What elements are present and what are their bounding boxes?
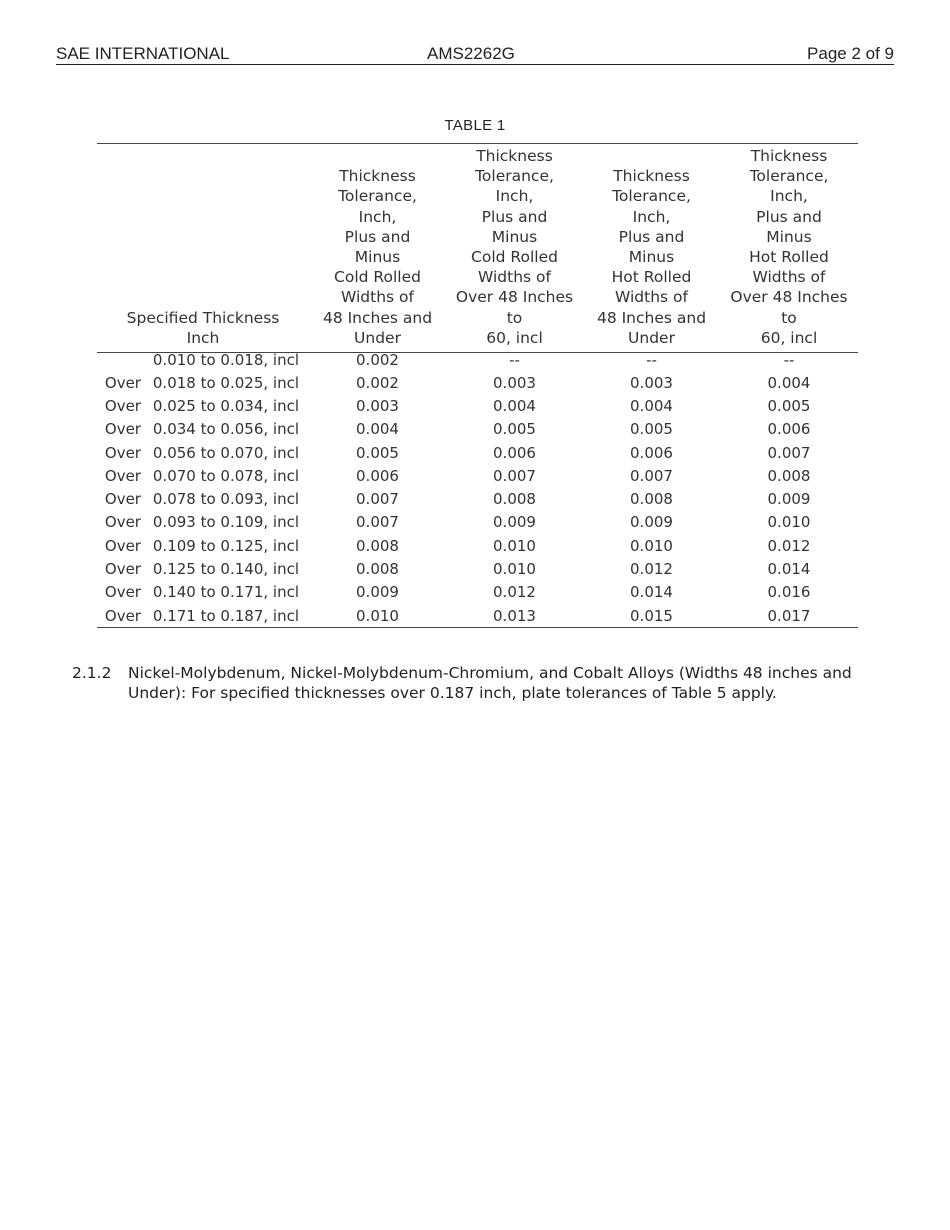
table-body xyxy=(97,353,858,628)
column-header-line: Tolerance, xyxy=(749,167,829,186)
cell-tolerance-col3: 0.004 xyxy=(630,396,673,415)
column-header-line: Tolerance, xyxy=(612,187,691,206)
table-row xyxy=(97,604,858,628)
range-prefix: Over xyxy=(104,606,141,625)
range-prefix: Over xyxy=(104,420,141,439)
column-header-line: Widths of xyxy=(615,288,688,307)
range-prefix: Over xyxy=(104,513,141,532)
range-prefix: Over xyxy=(104,583,141,602)
column-header-cold-rolled-over-48 xyxy=(446,144,583,353)
cell-tolerance-col2: 0.009 xyxy=(493,513,536,532)
cell-tolerance-col1: 0.007 xyxy=(356,490,399,509)
column-header-line: 48 Inches and xyxy=(596,308,707,327)
cell-tolerance-col3: 0.012 xyxy=(630,560,673,579)
table-row xyxy=(97,581,858,604)
cell-tolerance-col2: -- xyxy=(509,351,520,370)
column-header-line: Thickness xyxy=(613,167,690,186)
range-prefix: Over xyxy=(104,536,141,555)
header-org: SAE INTERNATIONAL xyxy=(56,44,230,63)
column-header-line: Inch, xyxy=(358,207,397,226)
cell-tolerance-col1: 0.009 xyxy=(356,583,399,602)
cell-tolerance-col4: 0.014 xyxy=(767,560,811,579)
range-value: 0.034 to 0.056, incl xyxy=(152,420,299,439)
column-header-line: Hot Rolled xyxy=(749,248,829,267)
table-row xyxy=(97,353,858,372)
cell-tolerance-col1: 0.005 xyxy=(356,443,399,462)
section-2-1-2 xyxy=(72,663,872,703)
range-value: 0.093 to 0.109, incl xyxy=(152,513,299,532)
section-text: Nickel-Molybdenum, Nickel-Molybdenum-Chromium, and Cobalt Alloys (Widths 48 inches and Under): For specified thicknesses over 0.187 inch, plate tolerances of Table 5 apply. xyxy=(128,664,852,702)
cell-tolerance-col2: 0.006 xyxy=(493,443,536,462)
cell-specified-thickness xyxy=(97,394,309,417)
column-header-line: Inch, xyxy=(770,187,808,206)
column-header-line: to xyxy=(781,308,797,327)
column-header-line: 48 Inches and xyxy=(322,308,433,327)
table-row xyxy=(97,371,858,394)
column-header-line: Inch xyxy=(186,328,220,347)
cell-tolerance-col2: 0.012 xyxy=(493,583,536,602)
cell-tolerance-col2: 0.004 xyxy=(493,396,536,415)
table-row xyxy=(97,394,858,417)
cell-specified-thickness xyxy=(97,441,309,464)
cell-specified-thickness xyxy=(97,418,309,441)
range-value: 0.025 to 0.034, incl xyxy=(152,396,299,415)
cell-tolerance-col3: 0.008 xyxy=(630,490,673,509)
cell-tolerance-col4: 0.009 xyxy=(767,490,811,509)
column-header-line: Under xyxy=(354,328,401,347)
column-header-line: Hot Rolled xyxy=(611,268,692,287)
cell-tolerance-col2: 0.010 xyxy=(493,560,536,579)
cell-tolerance-col3: 0.010 xyxy=(630,536,673,555)
range-prefix: Over xyxy=(104,396,141,415)
table-title: TABLE 1 xyxy=(444,117,506,134)
column-header-line: Plus and xyxy=(618,227,685,246)
cell-tolerance-col4: 0.017 xyxy=(767,606,811,625)
column-header-line: to xyxy=(506,308,523,327)
cell-specified-thickness xyxy=(97,604,309,628)
table-row xyxy=(97,441,858,464)
table-row xyxy=(97,511,858,534)
cell-tolerance-col4: 0.007 xyxy=(767,443,811,462)
cell-tolerance-col1: 0.008 xyxy=(356,560,399,579)
cell-tolerance-col4: 0.006 xyxy=(767,420,811,439)
cell-tolerance-col1: 0.002 xyxy=(356,351,399,370)
column-header-line: Plus and xyxy=(344,227,411,246)
column-header-line: Tolerance, xyxy=(338,187,417,206)
range-value: 0.078 to 0.093, incl xyxy=(152,490,299,509)
column-header-line: Under xyxy=(628,328,675,347)
cell-specified-thickness xyxy=(97,464,309,487)
cell-tolerance-col2: 0.008 xyxy=(493,490,536,509)
table-row xyxy=(97,418,858,441)
cell-tolerance-col4: 0.004 xyxy=(767,373,811,392)
section-number: 2.1.2 xyxy=(72,664,112,682)
cell-tolerance-col3: 0.015 xyxy=(630,606,673,625)
column-header-line: Tolerance, xyxy=(475,167,554,186)
range-prefix: Over xyxy=(104,466,141,485)
table-row xyxy=(97,464,858,487)
range-value: 0.125 to 0.140, incl xyxy=(152,560,299,579)
column-header-line: Thickness xyxy=(750,147,828,165)
cell-specified-thickness xyxy=(97,488,309,511)
column-header-line: Specified Thickness xyxy=(126,308,280,327)
column-header-line: Plus and xyxy=(756,207,822,226)
column-header-line: Inch, xyxy=(495,187,534,206)
cell-tolerance-col2: 0.003 xyxy=(493,373,536,392)
column-header-line: Thickness xyxy=(339,167,416,186)
range-value: 0.010 to 0.018, incl xyxy=(152,351,299,370)
range-value: 0.018 to 0.025, incl xyxy=(152,373,299,392)
cell-tolerance-col3: 0.009 xyxy=(630,513,673,532)
cell-tolerance-col4: 0.010 xyxy=(767,513,811,532)
table-row xyxy=(97,488,858,511)
cell-tolerance-col3: 0.006 xyxy=(630,443,673,462)
column-header-line: 60, incl xyxy=(760,328,818,347)
column-header-hot-rolled-over-48 xyxy=(720,144,858,353)
cell-tolerance-col4: 0.012 xyxy=(767,536,811,555)
cell-tolerance-col4: 0.016 xyxy=(767,583,811,602)
column-header-line: Widths of xyxy=(752,268,826,287)
cell-tolerance-col1: 0.008 xyxy=(356,536,399,555)
column-header-line: 60, incl xyxy=(486,328,543,347)
cell-tolerance-col3: 0.003 xyxy=(630,373,673,392)
cell-specified-thickness xyxy=(97,371,309,394)
table-row xyxy=(97,534,858,557)
header-doc-id: AMS2262G xyxy=(427,44,515,63)
column-header-line: Cold Rolled xyxy=(334,268,421,287)
column-header-line: Widths of xyxy=(478,268,551,287)
column-header-hot-rolled-48-under xyxy=(583,144,720,353)
table-row xyxy=(97,557,858,580)
cell-tolerance-col3: 0.014 xyxy=(630,583,673,602)
cell-specified-thickness xyxy=(97,534,309,557)
cell-tolerance-col1: 0.006 xyxy=(356,466,399,485)
cell-tolerance-col1: 0.002 xyxy=(356,373,399,392)
cell-tolerance-col4: 0.008 xyxy=(767,466,811,485)
cell-tolerance-col4: -- xyxy=(783,351,795,370)
range-value: 0.140 to 0.171, incl xyxy=(152,583,299,602)
column-header-line: Inch, xyxy=(632,207,671,226)
range-value: 0.070 to 0.078, incl xyxy=(152,466,299,485)
cell-tolerance-col3: 0.007 xyxy=(630,466,673,485)
table-header-row xyxy=(97,144,858,353)
cell-tolerance-col4: 0.005 xyxy=(767,396,811,415)
cell-specified-thickness xyxy=(97,581,309,604)
range-prefix: Over xyxy=(104,490,141,509)
column-header-specified-thickness xyxy=(97,144,309,353)
cell-tolerance-col2: 0.005 xyxy=(493,420,536,439)
cell-tolerance-col1: 0.004 xyxy=(356,420,399,439)
cell-tolerance-col2: 0.007 xyxy=(493,466,536,485)
column-header-line: Minus xyxy=(491,227,538,246)
range-value: 0.109 to 0.125, incl xyxy=(152,536,299,555)
thickness-tolerance-table xyxy=(97,143,858,628)
cell-tolerance-col2: 0.013 xyxy=(493,606,536,625)
column-header-line: Over 48 Inches xyxy=(455,288,574,307)
column-header-cold-rolled-48-under xyxy=(309,144,446,353)
range-value: 0.056 to 0.070, incl xyxy=(152,443,299,462)
cell-tolerance-col3: -- xyxy=(646,351,657,370)
cell-tolerance-col3: 0.005 xyxy=(630,420,673,439)
cell-tolerance-col1: 0.007 xyxy=(356,513,399,532)
cell-specified-thickness xyxy=(97,511,309,534)
range-prefix: Over xyxy=(104,373,141,392)
range-value: 0.171 to 0.187, incl xyxy=(152,606,299,625)
cell-tolerance-col2: 0.010 xyxy=(493,536,536,555)
cell-tolerance-col1: 0.010 xyxy=(356,606,399,625)
column-header-line: Over 48 Inches xyxy=(730,288,848,307)
column-header-line: Cold Rolled xyxy=(471,248,558,267)
cell-tolerance-col1: 0.003 xyxy=(356,396,399,415)
column-header-line: Minus xyxy=(354,248,401,267)
column-header-line: Plus and xyxy=(481,207,548,226)
page-header xyxy=(56,44,894,65)
range-prefix: Over xyxy=(104,443,141,462)
header-page-number: Page 2 of 9 xyxy=(807,44,894,63)
cell-specified-thickness xyxy=(97,353,309,372)
cell-specified-thickness xyxy=(97,557,309,580)
range-prefix: Over xyxy=(104,560,141,579)
column-header-line: Thickness xyxy=(476,147,553,165)
column-header-line: Widths of xyxy=(341,288,414,307)
column-header-line: Minus xyxy=(766,227,812,246)
column-header-line: Minus xyxy=(628,248,675,267)
